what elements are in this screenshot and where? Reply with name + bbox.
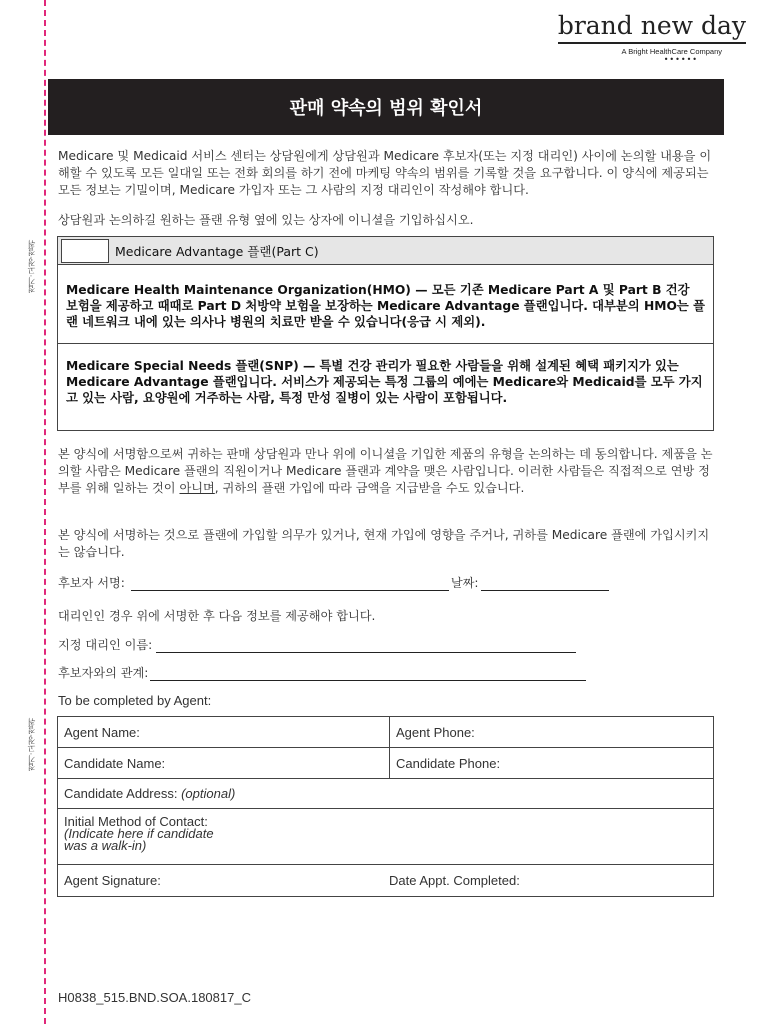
- rep-name-row: [58, 636, 576, 653]
- intro-paragraph: Medicare 및 Medicaid 서비스 센터는 상담원에게 상담원과 Medicare 후보자(또는 지정 대리인) 사이에 논의할 내용을 이해할 수 있도록 모든 일대일 또는 전화 회의를 하기 전에 마케팅 약속의 범위를 기록할 것을 요구합니다. 이 양식에 제공되는 모든 정보는 기밀이며, Medicare 가입자 또는 그 사람의 지정 대리인이 작성해야 합니다.: [58, 149, 712, 197]
- form-code: H0838_515.BND.SOA.180817_C: [58, 990, 251, 1005]
- agent-signature-split: [64, 873, 707, 888]
- agent-phone-label: Agent Phone:: [396, 724, 475, 740]
- hmo-description: Medicare Health Maintenance Organization(HMO) — 모든 기존 Medicare Part A 및 Part B 건강 보험을 제공하고 때때로 Part D 처방약 보험을 보장하는 Medicare Advantage 플랜입니다. 대부분의 HMO는 플랜 네트워크 내에 있는 의사나 병원의 치료만 받을 수 있습니다(응급 시 제외).: [58, 265, 713, 344]
- fold-label-upper: 접기·고정·절취: [27, 240, 36, 294]
- candidate-signature-row: [58, 574, 609, 591]
- table-row: [58, 865, 714, 897]
- candidate-address-label: Candidate Address:: [64, 786, 178, 801]
- agent-phone-cell[interactable]: [390, 717, 714, 748]
- rep-name-field[interactable]: [156, 639, 576, 653]
- initials-box-medicare-advantage[interactable]: [61, 239, 109, 263]
- optional-note: (optional): [181, 786, 236, 801]
- candidate-name-cell[interactable]: [58, 748, 390, 779]
- candidate-signature-label: 후보자 서명:: [58, 576, 125, 590]
- representative-note: 대리인인 경우 위에 서명한 후 다음 정보를 제공해야 합니다.: [58, 609, 376, 623]
- agent-name-label: Agent Name:: [64, 724, 140, 740]
- brand-logo: [558, 12, 746, 64]
- logo-wordmark: brand new day: [558, 12, 746, 44]
- table-row: [58, 748, 714, 779]
- candidate-name-label: Candidate Name:: [64, 755, 166, 771]
- walk-in-note-line2: was a walk-in): [64, 838, 147, 853]
- date-label: 날짜:: [450, 576, 479, 590]
- table-row: [58, 779, 714, 809]
- rep-name-label: 지정 대리인 이름:: [58, 638, 153, 652]
- candidate-phone-label: Candidate Phone:: [396, 755, 501, 771]
- agreement-underlined: 아니며: [179, 481, 215, 495]
- candidate-signature-field[interactable]: [131, 577, 449, 591]
- logo-dots: ••••••: [663, 54, 698, 64]
- date-field[interactable]: [481, 577, 609, 591]
- relationship-field[interactable]: [150, 667, 586, 681]
- initial-method-cell[interactable]: [58, 809, 714, 865]
- agent-name-cell[interactable]: [58, 717, 390, 748]
- agreement-paragraph: [58, 446, 718, 497]
- fold-label-lower: 접기·고정·절취: [27, 718, 36, 772]
- snp-description: Medicare Special Needs 플랜(SNP) — 특별 건강 관리가 필요한 사람들을 위해 설계된 혜택 패키지가 있는 Medicare Advantage 플랜입니다. 서비스가 제공되는 특정 그룹의 예에는 Medicare와 Medicaid를 모두 가지고 있는 사람, 요양원에 거주하는 사람, 특정 만성 질병이 있는 사람이 포함됩니다.: [66, 359, 703, 405]
- candidate-address-cell[interactable]: [58, 779, 714, 809]
- title-bar: [48, 79, 724, 135]
- agent-signature-cell[interactable]: [58, 865, 714, 897]
- page-title: 판매 약속의 범위 확인서: [289, 98, 483, 119]
- table-row: [58, 809, 714, 865]
- agent-section-heading: To be completed by Agent:: [58, 693, 212, 708]
- relationship-label: 후보자와의 관계:: [58, 666, 149, 680]
- agreement-part2: , 귀하의 플랜 가입에 따라 금액을 지급받을 수도 있습니다.: [214, 481, 525, 495]
- relationship-row: [58, 664, 586, 681]
- fold-guide-line: [44, 0, 46, 1024]
- logo-tagline: A Bright HealthCare Company: [621, 46, 722, 56]
- walk-in-note-line1: (Indicate here if candidate: [64, 826, 214, 841]
- plan-header-row: [58, 237, 713, 265]
- candidate-phone-cell[interactable]: [390, 748, 714, 779]
- plan-selection-box: [57, 236, 714, 431]
- date-appt-label: Date Appt. Completed:: [389, 873, 520, 888]
- plan-header-label: Medicare Advantage 플랜(Part C): [115, 243, 319, 259]
- table-row: [58, 717, 714, 748]
- instruction-text: 상담원과 논의하길 원하는 플랜 유형 옆에 있는 상자에 이니셜을 기입하십시오.: [58, 213, 474, 227]
- no-obligation-paragraph: 본 양식에 서명하는 것으로 플랜에 가입할 의무가 있거나, 현재 가입에 영향을 주거나, 귀하를 Medicare 플랜에 가입시키지는 않습니다.: [58, 528, 710, 559]
- agent-info-table: [57, 716, 714, 897]
- initial-method-label: Initial Method of Contact:: [64, 814, 208, 829]
- agreement-part1: 본 양식에 서명함으로써 귀하는 판매 상담원과 만나 위에 이니셜을 기입한 제품의 유형을 논의하는 데 동의합니다. 제품을 논의할 사람은 Medicare 플랜의 직원이거나 Medicare 플랜과 계약을 맺은 사람입니다. 이러한 사람들은 직접적으로 연방 정부를 위해 일하는 것이: [58, 447, 713, 495]
- agent-signature-label: Agent Signature:: [64, 873, 161, 888]
